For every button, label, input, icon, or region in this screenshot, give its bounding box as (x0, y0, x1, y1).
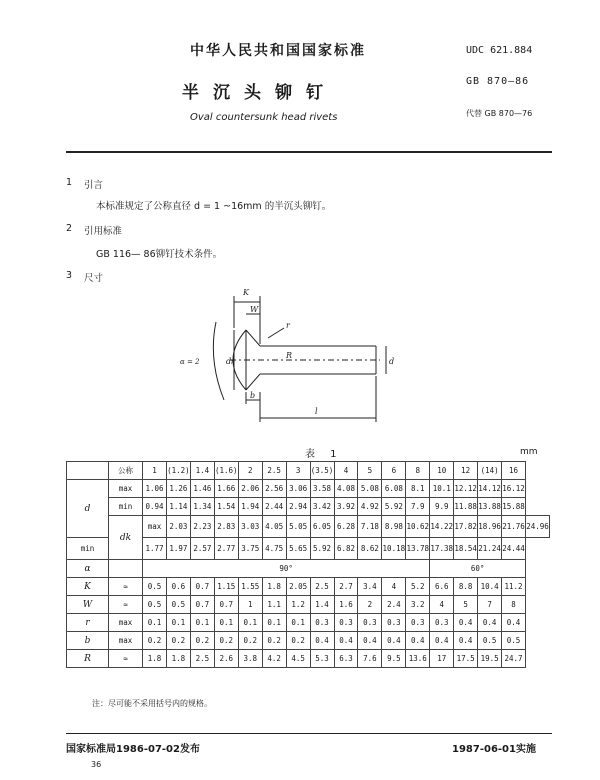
row-qualifier: max (109, 632, 143, 650)
table-cell: 0.7 (214, 596, 238, 614)
table-row (67, 596, 550, 614)
table-cell: 2.5 (190, 650, 214, 668)
table-cell: 2.4 (382, 596, 406, 614)
table-cell: 10.62 (406, 516, 430, 538)
table-cell: 0.2 (214, 632, 238, 650)
table-cell: 2.56 (262, 480, 286, 498)
diagram-label-k: K (243, 288, 249, 297)
table-cell: 5.08 (358, 480, 382, 498)
table-cell: 2.44 (262, 498, 286, 516)
table-cell: 2.03 (166, 516, 190, 538)
table-cell: 1.8 (143, 650, 167, 668)
table-cell: 5.3 (310, 650, 334, 668)
row-qualifier: ≈ (109, 578, 143, 596)
table-cell: 3.75 (238, 538, 262, 560)
diagram-label-l: l (315, 407, 318, 416)
table-cell: 4.05 (262, 516, 286, 538)
table-cell: 2 (358, 596, 382, 614)
table-cell: 0.4 (358, 632, 382, 650)
table-cell: 4.92 (358, 498, 382, 516)
table-row (67, 498, 550, 516)
table-cell: 3.4 (358, 578, 382, 596)
section-2-body: GB 116— 86铆钉技术条件。 (96, 249, 223, 260)
footer-rule (66, 733, 552, 734)
table-cell: 1.26 (166, 480, 190, 498)
table-cell: 0.5 (502, 632, 526, 650)
table-cell: 8.98 (382, 516, 406, 538)
table-cell: 0.94 (143, 498, 167, 516)
document-title-cn: 半沉头铆钉 (182, 83, 337, 103)
table-cell: 2.57 (190, 538, 214, 560)
table-cell: 16.12 (502, 480, 526, 498)
table-cell: 1.55 (238, 578, 262, 596)
table-unit: mm (520, 447, 538, 457)
table-cell: 3.03 (238, 516, 262, 538)
table-cell: (3.5) (310, 462, 334, 480)
table-cell: 2.6 (214, 650, 238, 668)
diagram-label-dk: dₖ (226, 357, 235, 366)
table-cell: 0.4 (454, 614, 478, 632)
section-1-number: 1 (66, 177, 73, 188)
table-note: 注：尽可能不采用括号内的规格。 (92, 699, 212, 708)
table-row (67, 516, 550, 538)
row-symbol: dk (109, 516, 143, 560)
rivet-head-lower-chamfer (246, 374, 260, 390)
section-2-number: 2 (66, 223, 73, 234)
table-cell: 3 (286, 462, 310, 480)
table-cell: 2.05 (286, 578, 310, 596)
table-cell: 0.3 (334, 614, 358, 632)
table-cell: 21.76 (502, 516, 526, 538)
table-cell: 5 (454, 596, 478, 614)
table-cell: 0.7 (190, 578, 214, 596)
table-cell: 7.6 (358, 650, 382, 668)
row-symbol: α (67, 560, 109, 578)
table-cell: 6.82 (334, 538, 358, 560)
table-cell: 2.23 (190, 516, 214, 538)
table-cell: 0.1 (190, 614, 214, 632)
row-qualifier (109, 560, 143, 578)
table-cell: 18.96 (478, 516, 502, 538)
table-cell: 7 (478, 596, 502, 614)
table-cell: 0.4 (430, 632, 454, 650)
row-qualifier: min (67, 538, 109, 560)
table-row (67, 650, 550, 668)
table-cell: 5.92 (382, 498, 406, 516)
table-cell: 8 (502, 596, 526, 614)
table-cell: 17.5 (454, 650, 478, 668)
row-qualifier: max (109, 614, 143, 632)
table-cell: 5.2 (406, 578, 430, 596)
table-cell: 1.34 (190, 498, 214, 516)
table-cell: 17.82 (454, 516, 478, 538)
table-caption: 表 1 (305, 449, 343, 460)
table-cell: 7.9 (406, 498, 430, 516)
table-cell: 12.12 (454, 480, 478, 498)
table-cell: 0.2 (143, 632, 167, 650)
table-cell: (1.2) (166, 462, 190, 480)
document-title-en: Oval countersunk head rivets (190, 112, 338, 123)
table-cell: 4 (382, 578, 406, 596)
table-cell: 13.88 (478, 498, 502, 516)
table-cell: 1.15 (214, 578, 238, 596)
table-cell: 1.4 (310, 596, 334, 614)
row-symbol: W (67, 596, 109, 614)
udc-code: UDC 621.884 (466, 45, 533, 56)
table-cell: 0.3 (310, 614, 334, 632)
table-cell: 2.06 (238, 480, 262, 498)
table-cell: 4.2 (262, 650, 286, 668)
table-cell: 4.08 (334, 480, 358, 498)
table-cell: 17 (430, 650, 454, 668)
table-cell: 17.38 (430, 538, 454, 560)
table-cell: 10.1 (430, 480, 454, 498)
row-qualifier: min (109, 498, 143, 516)
national-standard-heading: 中华人民共和国国家标准 (190, 43, 366, 59)
table-cell: 6.28 (334, 516, 358, 538)
table-cell: 24.44 (502, 538, 526, 560)
row-symbol: R (67, 650, 109, 668)
table-cell: 16 (502, 462, 526, 480)
table-cell: 0.3 (358, 614, 382, 632)
table-cell: (1.6) (214, 462, 238, 480)
table-cell: 0.2 (262, 632, 286, 650)
table-cell: 1.06 (143, 480, 167, 498)
table-cell: 2.77 (214, 538, 238, 560)
table-cell: 6.3 (334, 650, 358, 668)
table-cell: 0.2 (166, 632, 190, 650)
table-cell: 0.3 (406, 614, 430, 632)
table-cell: 0.7 (190, 596, 214, 614)
table-cell: 2.5 (262, 462, 286, 480)
table-cell: 1 (238, 596, 262, 614)
row-qualifier: ≈ (109, 596, 143, 614)
table-cell: 1.4 (190, 462, 214, 480)
table-cell: 8.8 (454, 578, 478, 596)
table-cell: 8 (406, 462, 430, 480)
diagram-label-R: R (286, 351, 293, 360)
table-cell: 0.2 (286, 632, 310, 650)
table-cell: 0.1 (262, 614, 286, 632)
table-cell: 3.42 (310, 498, 334, 516)
table-row (67, 462, 550, 480)
effective-date: 1987-06-01实施 (452, 744, 536, 755)
row-qualifier: max (143, 516, 167, 538)
table-cell: 14.12 (478, 480, 502, 498)
table-cell: 8.1 (406, 480, 430, 498)
dimension-table (66, 461, 550, 668)
table-cell: 4.5 (286, 650, 310, 668)
table-cell: 4 (430, 596, 454, 614)
section-3-number: 3 (66, 270, 73, 281)
table-cell: 3.58 (310, 480, 334, 498)
table-cell: 24.96 (526, 516, 550, 538)
row-qualifier: max (109, 480, 143, 498)
table-cell: 19.5 (478, 650, 502, 668)
table-cell: 0.4 (334, 632, 358, 650)
table-cell: 2.94 (286, 498, 310, 516)
table-cell: 3.06 (286, 480, 310, 498)
table-cell: 1.94 (238, 498, 262, 516)
table-cell: 0.1 (143, 614, 167, 632)
diagram-label-r: r (286, 321, 290, 330)
diagram-label-b: b (250, 391, 256, 400)
table-cell: 0.1 (166, 614, 190, 632)
table-cell: 2.5 (310, 578, 334, 596)
table-cell: 0.4 (502, 614, 526, 632)
table-cell: 9.9 (430, 498, 454, 516)
table-cell: 10.18 (382, 538, 406, 560)
section-1-body: 本标准规定了公称直径 d = 1 ~16mm 的半沉头铆钉。 (96, 201, 332, 212)
row-symbol: d (67, 480, 109, 538)
table-cell: 5.92 (310, 538, 334, 560)
table-cell: 4 (334, 462, 358, 480)
table-cell: 1 (143, 462, 167, 480)
table-cell: 0.5 (143, 596, 167, 614)
diagram-label-d: d (389, 357, 395, 366)
header-rule (66, 151, 552, 153)
table-cell: 1.8 (262, 578, 286, 596)
table-row (67, 578, 550, 596)
table-row (67, 614, 550, 632)
table-cell: 0.1 (286, 614, 310, 632)
table-cell: 0.2 (238, 632, 262, 650)
table-cell: 24.7 (502, 650, 526, 668)
table-cell: 14.22 (430, 516, 454, 538)
table-cell: 1.1 (262, 596, 286, 614)
table-cell: 1.54 (214, 498, 238, 516)
table-cell: 11.88 (454, 498, 478, 516)
section-3-title: 尺寸 (84, 273, 104, 284)
section-2-title: 引用标准 (84, 226, 123, 237)
table-cell: 0.5 (143, 578, 167, 596)
diagram-label-alpha: α = 2 (180, 358, 200, 366)
table-cell: 1.66 (214, 480, 238, 498)
table-cell: 1.97 (166, 538, 190, 560)
table-cell: 1.14 (166, 498, 190, 516)
table-cell: 9.5 (382, 650, 406, 668)
table-cell: 13.6 (406, 650, 430, 668)
table-cell: 8.62 (358, 538, 382, 560)
table-row (67, 632, 550, 650)
table-cell: 5 (358, 462, 382, 480)
table-cell: 4.75 (262, 538, 286, 560)
diagram-label-w: W (250, 305, 259, 314)
table-cell: 10 (430, 462, 454, 480)
table-cell: 0.4 (310, 632, 334, 650)
page-number: 36 (91, 760, 102, 769)
table-cell: 12 (454, 462, 478, 480)
table-cell: 0.6 (166, 578, 190, 596)
table-cell: 15.88 (502, 498, 526, 516)
table-cell: 3.92 (334, 498, 358, 516)
table-cell: 0.1 (214, 614, 238, 632)
table-cell: 6.6 (430, 578, 454, 596)
table-cell: 10.4 (478, 578, 502, 596)
issue-date: 国家标准局1986-07-02发布 (66, 744, 200, 755)
table-cell: 3.2 (406, 596, 430, 614)
gb-number: GB 870—86 (466, 76, 530, 87)
table-cell: 0.4 (406, 632, 430, 650)
table-cell: 5.05 (286, 516, 310, 538)
section-1-title: 引言 (84, 180, 104, 191)
table-row (67, 560, 550, 578)
row-symbol (67, 462, 109, 480)
table-cell: 2 (238, 462, 262, 480)
row-qualifier: 公称 (109, 462, 143, 480)
row-symbol: b (67, 632, 109, 650)
table-cell: 1.8 (166, 650, 190, 668)
rivet-head-upper-chamfer (246, 330, 260, 346)
table-cell: 13.78 (406, 538, 430, 560)
table-cell: 2.7 (334, 578, 358, 596)
table-cell: 0.3 (382, 614, 406, 632)
table-cell: 0.2 (190, 632, 214, 650)
rivet-diagram (180, 282, 400, 432)
table-cell: 0.5 (166, 596, 190, 614)
table-cell: 6.08 (382, 480, 406, 498)
table-cell: 7.18 (358, 516, 382, 538)
angle-cell-small: 90° (143, 560, 430, 578)
table-cell: 0.3 (430, 614, 454, 632)
table-cell: 0.1 (238, 614, 262, 632)
row-qualifier: ≈ (109, 650, 143, 668)
table-row (67, 480, 550, 498)
table-cell: 1.6 (334, 596, 358, 614)
table-cell: 11.2 (502, 578, 526, 596)
replaces-standard: 代替 GB 870—76 (466, 109, 533, 118)
angle-cell-large: 60° (430, 560, 526, 578)
table-cell: 5.65 (286, 538, 310, 560)
table-cell: 18.54 (454, 538, 478, 560)
table-cell: 2.83 (214, 516, 238, 538)
table-cell: 0.4 (478, 614, 502, 632)
table-cell: 0.4 (454, 632, 478, 650)
table-cell: 0.5 (478, 632, 502, 650)
table-cell: 0.4 (382, 632, 406, 650)
table-cell: 1.46 (190, 480, 214, 498)
table-cell: 21.24 (478, 538, 502, 560)
table-cell: (14) (478, 462, 502, 480)
row-symbol: r (67, 614, 109, 632)
row-symbol: K (67, 578, 109, 596)
table-cell: 1.77 (143, 538, 167, 560)
table-cell: 3.8 (238, 650, 262, 668)
table-cell: 1.2 (286, 596, 310, 614)
table-cell: 6.05 (310, 516, 334, 538)
table-cell: 6 (382, 462, 406, 480)
